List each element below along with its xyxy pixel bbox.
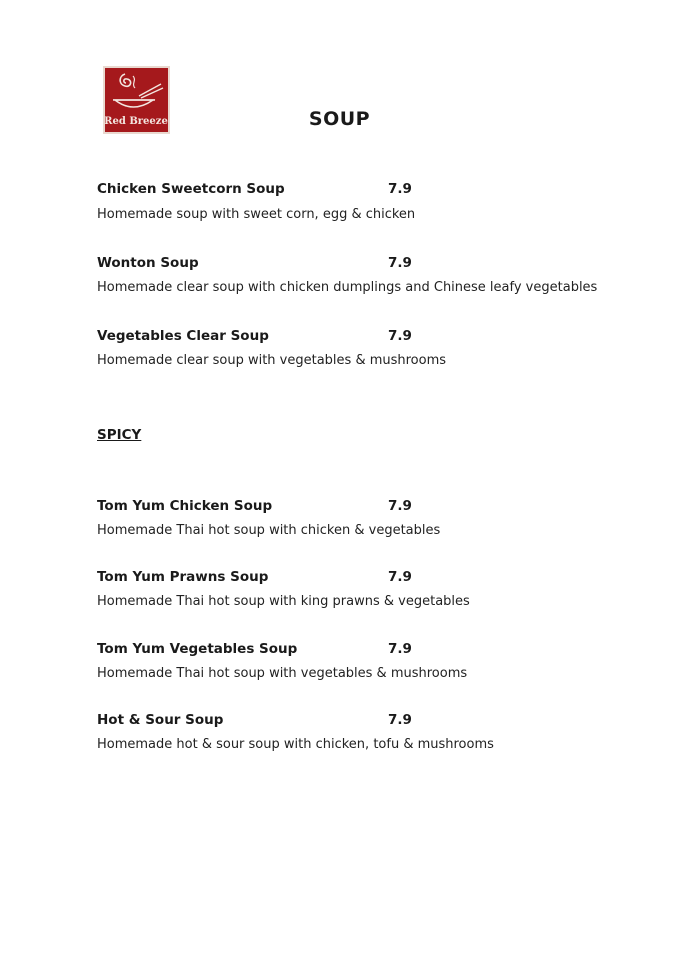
menu-item-name: Vegetables Clear Soup — [97, 328, 269, 344]
menu-item-price: 7.9 — [388, 712, 412, 728]
menu-item-description: Homemade clear soup with vegetables & mushrooms — [97, 353, 447, 368]
menu-item-price: 7.9 — [388, 181, 412, 197]
menu-item-description: Homemade clear soup with chicken dumplings and Chinese leafy vegetables — [97, 280, 598, 295]
menu-item-name: Hot & Sour Soup — [97, 712, 224, 728]
page-title: SOUP — [308, 108, 371, 130]
menu-item-price: 7.9 — [388, 498, 412, 514]
menu-item-name: Wonton Soup — [97, 255, 199, 271]
menu-item-price: 7.9 — [388, 255, 412, 271]
menu-item-description: Homemade Thai hot soup with vegetables & mushrooms — [97, 666, 468, 681]
menu-item-price: 7.9 — [388, 641, 412, 657]
menu-item-price: 7.9 — [388, 328, 412, 344]
menu-item-name: Chicken Sweetcorn Soup — [97, 181, 285, 197]
menu-item-name: Tom Yum Vegetables Soup — [97, 641, 298, 657]
menu-item-description: Homemade Thai hot soup with chicken & vegetables — [97, 523, 441, 538]
menu-item-description: Homemade Thai hot soup with king prawns & vegetables — [97, 594, 470, 609]
menu-item-name: Tom Yum Chicken Soup — [97, 498, 273, 514]
menu-item-price: 7.9 — [388, 569, 412, 585]
section-heading-spicy: SPICY — [97, 427, 142, 443]
menu-item-name: Tom Yum Prawns Soup — [97, 569, 269, 585]
menu-item-description: Homemade soup with sweet corn, egg & chicken — [97, 207, 416, 222]
svg-text:Red Breeze: Red Breeze — [104, 116, 168, 127]
menu-item-description: Homemade hot & sour soup with chicken, tofu & mushrooms — [97, 737, 494, 752]
